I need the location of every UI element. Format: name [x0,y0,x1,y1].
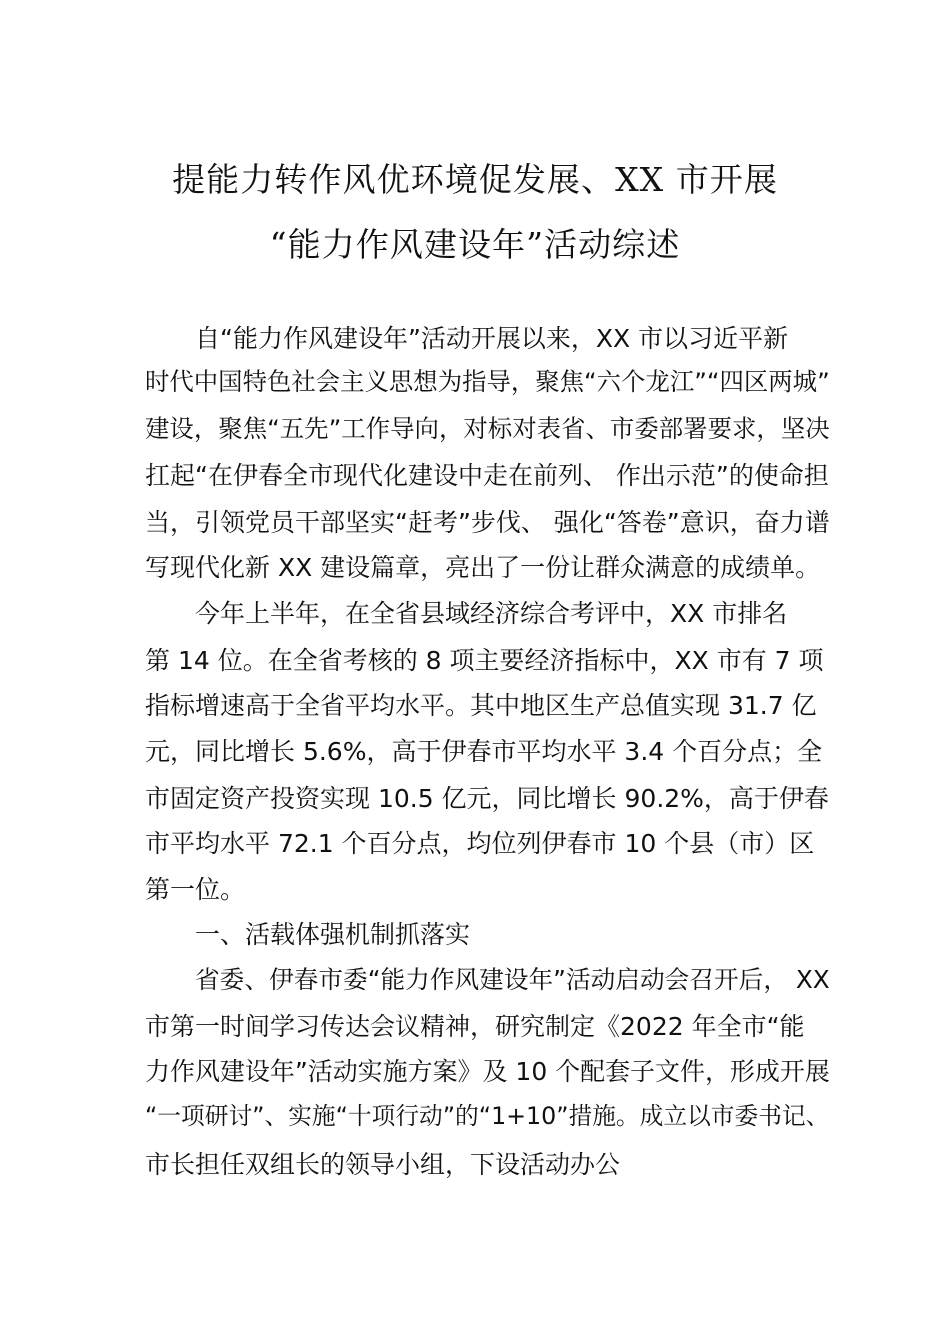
paragraph-3-line-5: 市长担任双组长的领导小组，下设活动办公 [145,1150,621,1179]
paragraph-2-line-6: 市平均水平 72.1 个百分点，均位列伊春市 10 个县（市）区 [145,829,815,858]
section-heading-1: 一、活载体强机制抓落实 [195,920,471,949]
paragraph-2-line-4: 元，同比增长 5.6%，高于伊春市平均水平 3.4 个百分点；全 [145,737,823,766]
paragraph-3-line-1: 省委、伊春市委“能力作风建设年”活动启动会召开后， XX [195,965,830,994]
paragraph-2-line-3: 指标增速高于全省平均水平。其中地区生产总值实现 31.7 亿 [145,691,817,720]
paragraph-2-line-7: 第一位。 [145,875,246,904]
paragraph-2-line-2: 第 14 位。在全省考核的 8 项主要经济指标中，XX 市有 7 项 [145,646,824,675]
paragraph-2-line-5: 市固定资产投资实现 10.5 亿元，同比增长 90.2%，高于伊春 [145,784,829,813]
paragraph-3-line-3: 力作风建设年”活动实施方案》及 10 个配套子文件，形成开展 [145,1057,830,1086]
paragraph-2-line-1: 今年上半年，在全省县域经济综合考评中，XX 市排名 [195,599,788,628]
paragraph-1-line-3: 建设，聚焦“五先”工作导向，对标对表省、市委部署要求，坚决 [145,414,830,443]
paragraph-3-line-4: “一项研讨”、实施“十项行动”的“1+10”措施。成立以市委书记、 [145,1102,830,1130]
paragraph-1-line-4: 扛起“在伊春全市现代化建设中走在前列、 作出示范”的使命担 [145,461,829,490]
paragraph-1-line-2: 时代中国特色社会主义思想为指导，聚焦“六个龙江”“四区两城” [145,367,830,396]
paragraph-1-line-6: 写现代化新 XX 建设篇章，亮出了一份让群众满意的成绩单。 [145,553,821,582]
paragraph-3-line-2: 市第一时间学习传达会议精神，研究制定《2022 年全市“能 [145,1012,805,1041]
document-title-line-1: 提能力转作风优环境促发展、XX 市开展 [172,160,778,199]
paragraph-1-line-1: 自“能力作风建设年”活动开展以来，XX 市以习近平新 [195,324,789,353]
paragraph-1-line-5: 当，引领党员干部坚实“赶考”步伐、 强化“答卷”意识，奋力谱 [145,508,830,537]
document-title-line-2: “能力作风建设年”活动综述 [269,225,681,264]
